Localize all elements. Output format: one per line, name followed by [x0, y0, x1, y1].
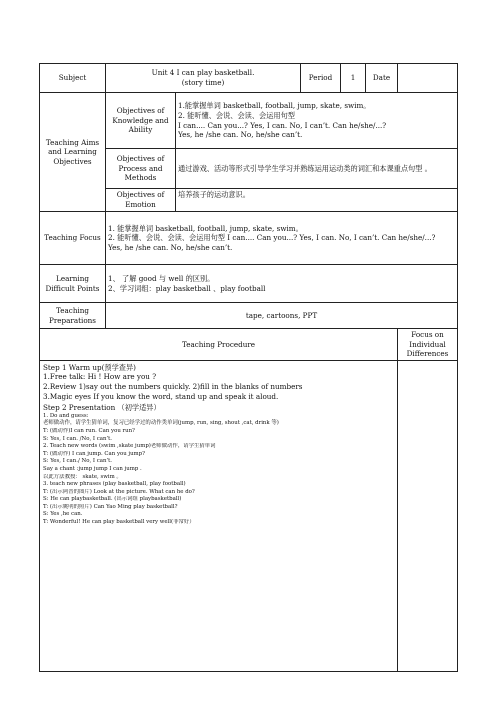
unit-title-cell [106, 64, 301, 93]
period-label: Period [301, 64, 341, 93]
individual-differences-notes [398, 360, 458, 671]
focus-row [40, 212, 458, 265]
step2-line: 3. teach new phrases (play basketball, play football) [43, 481, 186, 488]
focus-line: 2. 能听懂、会说、会读、会运用句型 I can.... Can you...? Yes, I can. No, I can’t. Can he/she/...? [108, 233, 436, 243]
step2-line: T: (出示阿普的图片) Look at the picture. What can he do? [43, 488, 195, 495]
step2-title: Step 2 Presentation （初学适异） [43, 403, 161, 413]
step1-line: 3.Magic eyes If you know the word, stand up and speak it aloud. [43, 391, 279, 401]
procedure-header: Teaching Procedure [40, 329, 398, 361]
preparations-row [40, 303, 458, 329]
subject-label: Subject [40, 64, 106, 93]
date-value [398, 64, 458, 93]
process-content: 通过游戏、活动等形式引导学生学习并熟练运用运动类的词汇和本课重点句型 。 [176, 149, 458, 189]
aims-knowledge-row [40, 93, 458, 149]
difficult-content [106, 265, 458, 303]
procedure-body [40, 360, 398, 671]
step1-line: 2.Review 1)say out the numbers quickly. 2)fill in the blanks of numbers [43, 381, 303, 391]
emotion-content: 培养孩子的运动意识。 [176, 189, 458, 212]
focus-content [106, 212, 458, 265]
focus-line: Yes, he /she can. No, he/she can’t. [108, 242, 233, 252]
step2-line: T: (做动作)I can run. Can you run? [43, 427, 135, 434]
preparations-label: Teaching Preparations [40, 303, 106, 329]
difficult-line: 2、学习词组：play basketball 、play football [108, 283, 266, 293]
knowledge-line: 2. 能听懂、会说、会读、会运用句型 [178, 110, 295, 120]
unit-subtitle: (story time) [181, 78, 225, 87]
difficult-label: Learning Difficult Points [40, 265, 106, 303]
procedure-body-row [40, 360, 458, 671]
procedure-header-row [40, 329, 458, 361]
step1-title: Step 1 Warm up(预学查异) [43, 362, 136, 372]
focus-line: 1. 能掌握单词 basketball, football, jump, skate, swim。 [108, 223, 303, 233]
knowledge-line: 1.能掌握单词 basketball, football, jump, skate, swim。 [178, 101, 371, 111]
knowledge-line: I can.... Can you...? Yes, I can. No, I can’t. Can he/she/...? [178, 120, 387, 130]
preparations-content: tape, cartoons, PPT [106, 303, 458, 329]
aims-label: Teaching Aims and Learning Objectives [40, 93, 106, 212]
emotion-label: Objectives of Emotion [106, 189, 176, 212]
lesson-plan-table [39, 63, 458, 672]
focus-label: Teaching Focus [40, 212, 106, 265]
step2-line: S: Yes, I can. /No, I can’t. [43, 435, 113, 442]
process-label: Objectives of Process and Methods [106, 149, 176, 189]
step2-line: T: (做动作) I can jump. Can you jump? [43, 450, 146, 457]
step2-line: S: Yes ,he can. [43, 511, 83, 518]
step2-line: S: He can playbasketball. (出示词组 playbasketball) [43, 496, 182, 503]
step1-line: 1.Free talk: Hi ! How are you ? [43, 372, 157, 382]
step2-line: 以此方法教授： skate, swim 。 [43, 473, 122, 480]
knowledge-label: Objectives of Knowledge and Ability [106, 93, 176, 149]
difficult-row [40, 265, 458, 303]
unit-title: Unit 4 I can play basketball. [151, 68, 255, 78]
step2-line: 老师做动作，请学生猜单词，复习已经学过的动作类单词(jump, run, sing, shout ,cat, drink 等) [43, 420, 279, 427]
step2-line: T: Wonderful! He can play basketball very well(非常好） [43, 519, 195, 526]
step2-line: S: Yes, I can./ No, I can’t. [43, 458, 113, 465]
focus-individual-header: Focus on Individual Differences [398, 329, 458, 361]
knowledge-content [176, 93, 458, 149]
step2-line: T: (出示姚明的照片) Can Yao Ming play basketball? [43, 503, 178, 510]
step2-line: 1. Do and guess: [43, 412, 89, 419]
difficult-line: 1、 了解 good 与 well 的区别。 [108, 273, 215, 283]
date-label: Date [366, 64, 398, 93]
header-row [40, 64, 458, 93]
knowledge-line: Yes, he /she can. No, he/she can’t. [178, 130, 303, 140]
step2-details [43, 413, 394, 527]
step2-line: 2. Teach new words (swim ,skate jump)老师做动作，请学生猜单词 [43, 443, 216, 450]
period-value: 1 [341, 64, 366, 93]
step2-line: Say a chant :jump jump I can jump . [43, 465, 142, 472]
